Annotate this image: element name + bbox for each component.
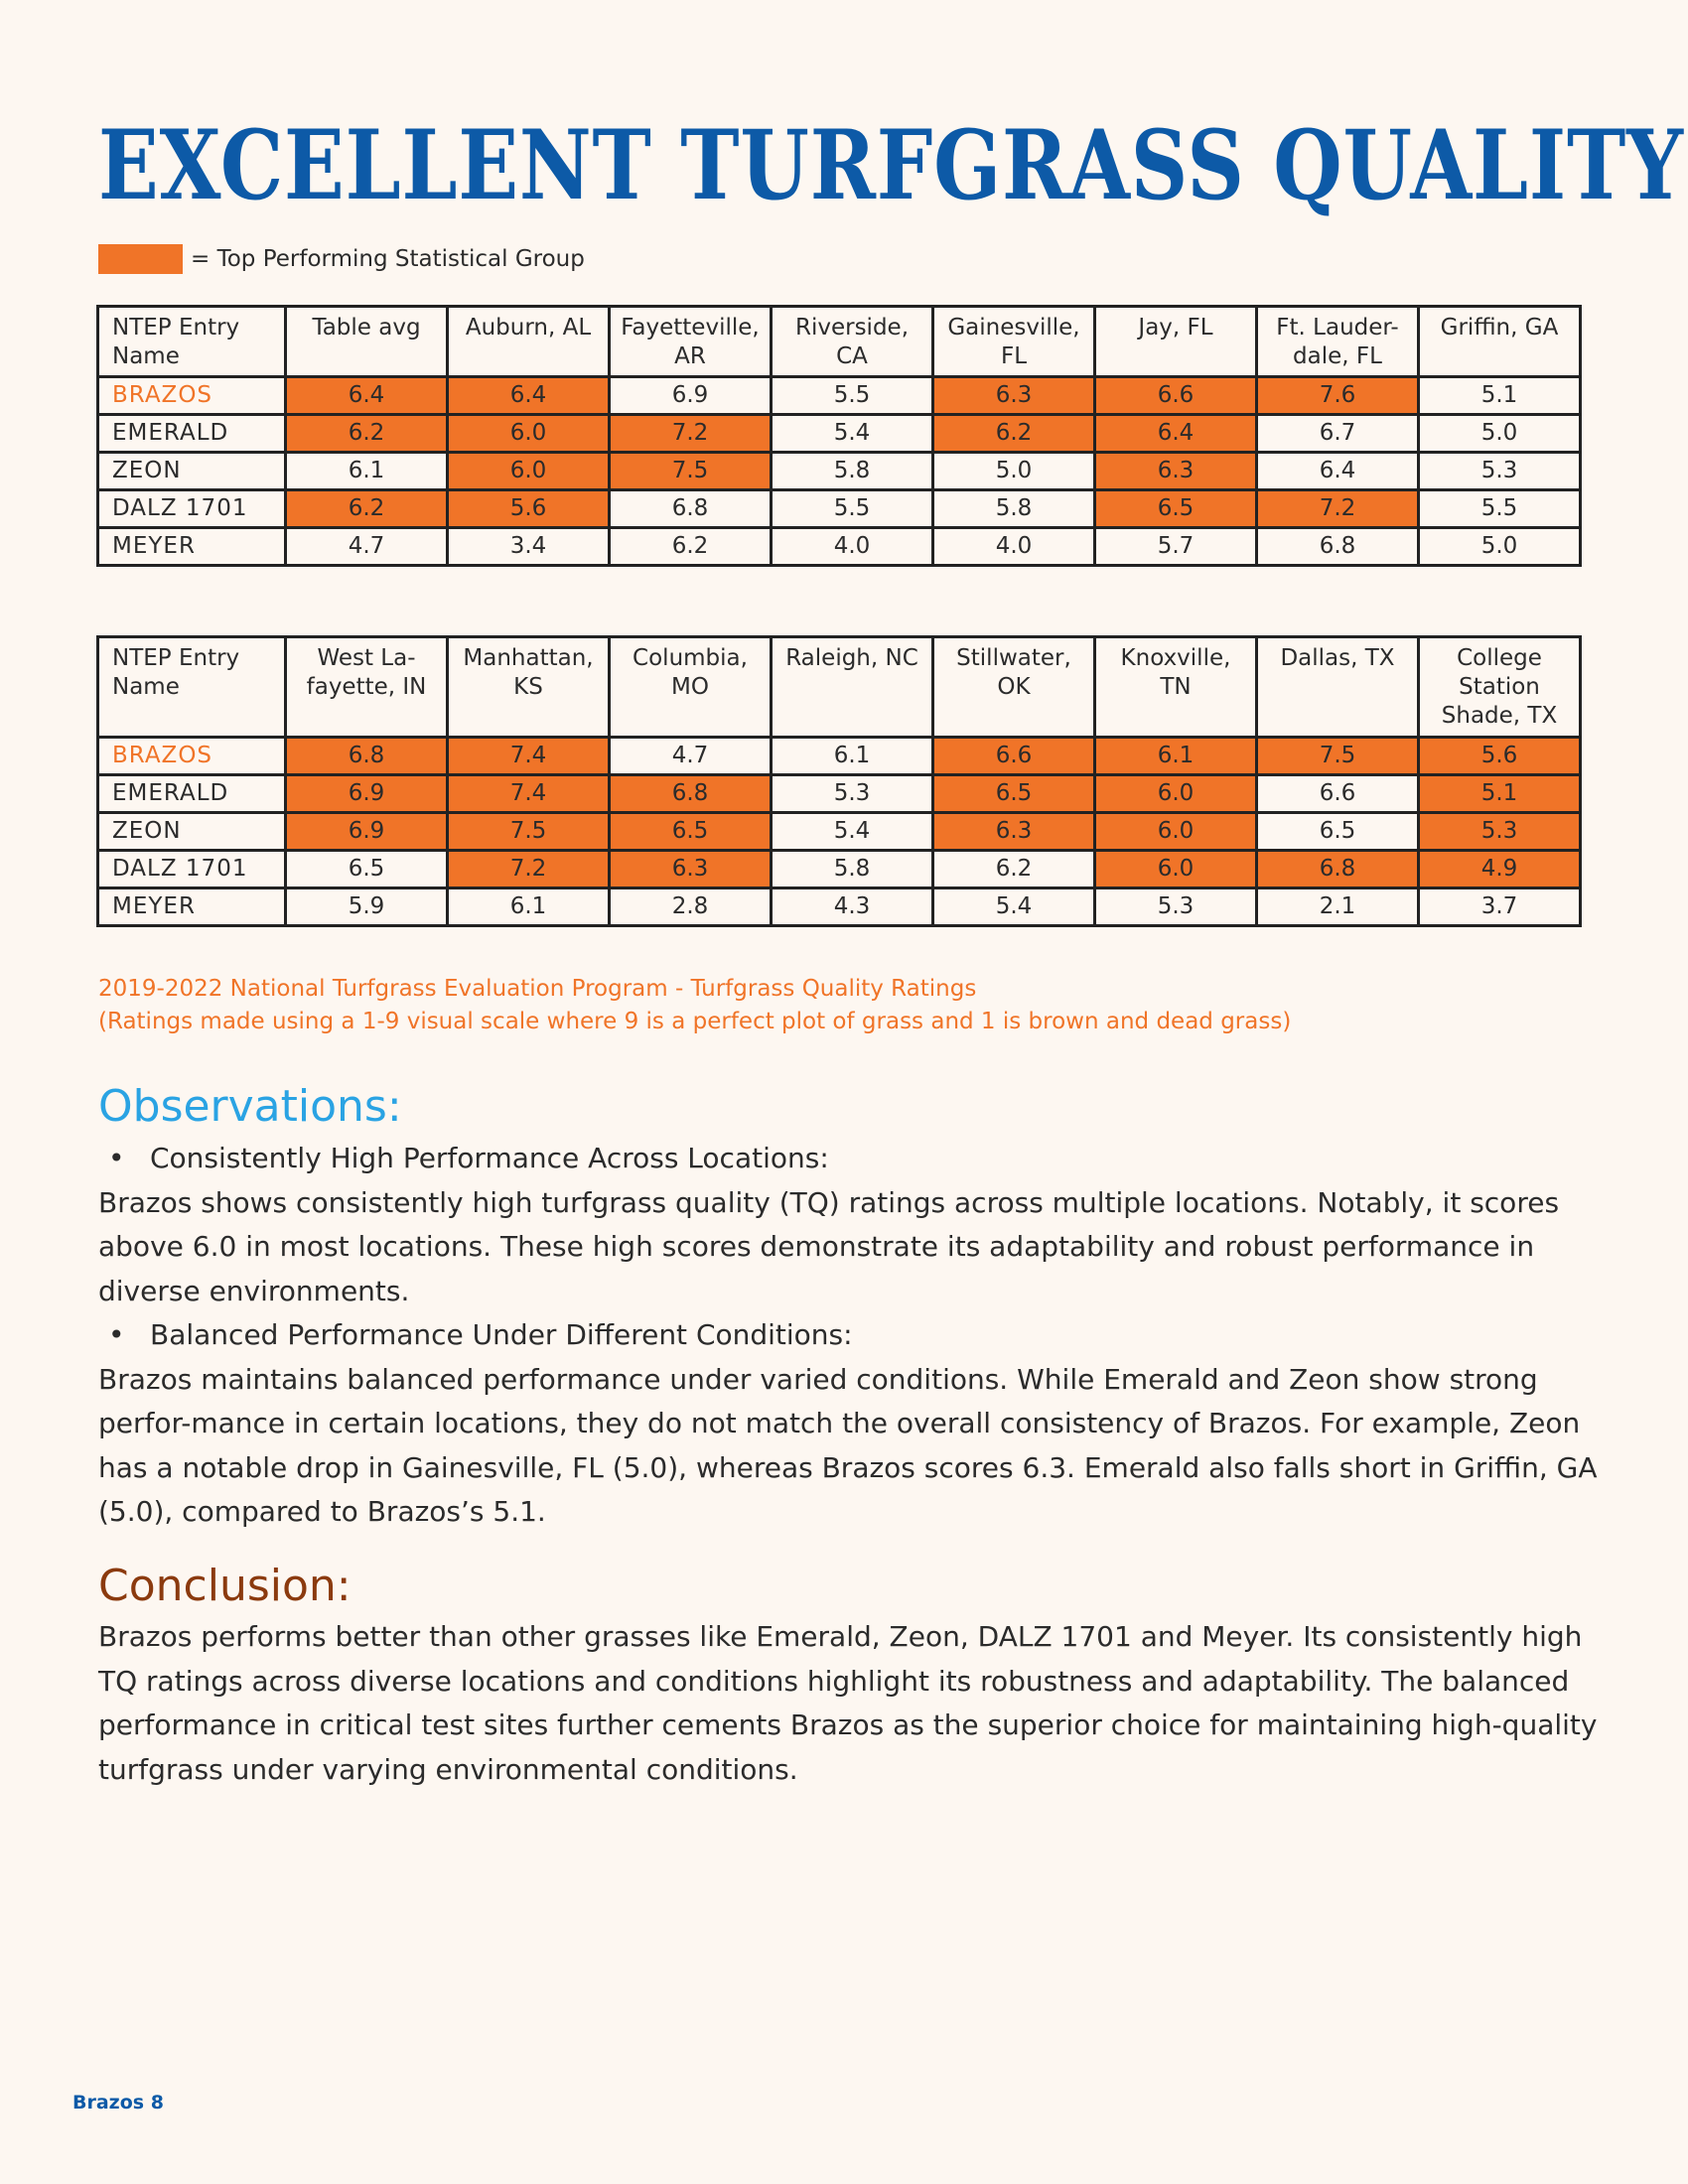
table-caption bbox=[98, 973, 1291, 1038]
entry-name-cell: ZEON bbox=[98, 453, 286, 490]
column-header-location: Jay, FL bbox=[1095, 307, 1257, 377]
column-header-location: Table avg bbox=[286, 307, 448, 377]
column-header-location: Knoxville, TN bbox=[1095, 637, 1257, 738]
conclusion-text: Brazos performs better than other grasses like Emerald, Zeon, DALZ 1701 and Meyer. Its consistently high TQ ratings across diverse locations and conditions highlight its robustness and adaptability. The balanced performance in critical test sites further cements Brazos as the superior choice for maintaining high-quality turfgrass under varying environmental conditions. bbox=[98, 1620, 1598, 1786]
rating-cell: 6.1 bbox=[286, 453, 448, 490]
rating-cell: 5.3 bbox=[1419, 453, 1581, 490]
rating-cell-top-group: 6.3 bbox=[933, 377, 1095, 415]
entry-name-cell: ZEON bbox=[98, 813, 286, 851]
entry-name-cell: BRAZOS bbox=[98, 377, 286, 415]
table-row bbox=[98, 453, 1581, 490]
rating-cell: 6.4 bbox=[1257, 453, 1419, 490]
rating-cell-top-group: 6.3 bbox=[1095, 453, 1257, 490]
rating-cell: 6.7 bbox=[1257, 415, 1419, 453]
rating-cell: 5.0 bbox=[933, 453, 1095, 490]
legend bbox=[98, 243, 585, 275]
rating-cell-top-group: 6.4 bbox=[448, 377, 610, 415]
table-row bbox=[98, 851, 1581, 888]
observations-body bbox=[98, 1137, 1608, 1535]
rating-cell-top-group: 5.3 bbox=[1419, 813, 1581, 851]
rating-cell-top-group: 6.5 bbox=[1095, 490, 1257, 528]
rating-cell: 5.0 bbox=[1419, 528, 1581, 566]
rating-cell-top-group: 6.6 bbox=[1095, 377, 1257, 415]
table-row bbox=[98, 490, 1581, 528]
rating-cell: 6.9 bbox=[610, 377, 772, 415]
caption-line-1: 2019-2022 National Turfgrass Evaluation Program - Turfgrass Quality Ratings bbox=[98, 976, 977, 1002]
table-row bbox=[98, 377, 1581, 415]
rating-cell-top-group: 6.2 bbox=[933, 415, 1095, 453]
rating-cell: 4.0 bbox=[772, 528, 933, 566]
legend-swatch bbox=[98, 244, 183, 274]
table-header-row bbox=[98, 637, 1581, 738]
rating-cell: 5.5 bbox=[1419, 490, 1581, 528]
table-row bbox=[98, 415, 1581, 453]
rating-cell: 6.8 bbox=[610, 490, 772, 528]
bullet-dot: • bbox=[108, 1318, 125, 1351]
rating-cell-top-group: 7.5 bbox=[448, 813, 610, 851]
column-header-location: Raleigh, NC bbox=[772, 637, 933, 738]
rating-cell-top-group: 6.5 bbox=[933, 775, 1095, 813]
rating-cell: 6.2 bbox=[933, 851, 1095, 888]
rating-cell-top-group: 6.8 bbox=[286, 738, 448, 775]
rating-cell: 5.5 bbox=[772, 377, 933, 415]
rating-cell-top-group: 6.0 bbox=[1095, 851, 1257, 888]
rating-cell-top-group: 5.6 bbox=[448, 490, 610, 528]
rating-cell-top-group: 5.1 bbox=[1419, 775, 1581, 813]
bullet-text: Balanced Performance Under Different Conditions: bbox=[150, 1318, 853, 1351]
rating-cell-top-group: 6.8 bbox=[610, 775, 772, 813]
entry-name-cell: BRAZOS bbox=[98, 738, 286, 775]
observation-paragraph: Brazos shows consistently high turfgrass quality (TQ) ratings across multiple locations. Notably, it scores above 6.0 in most locations. These high scores demonstrate its adaptability and robust performance in diverse environments. bbox=[98, 1185, 1560, 1307]
rating-cell-top-group: 6.8 bbox=[1257, 851, 1419, 888]
page-footer: Brazos 8 bbox=[72, 2092, 164, 2114]
rating-cell: 6.6 bbox=[1257, 775, 1419, 813]
rating-cell: 6.5 bbox=[286, 851, 448, 888]
rating-cell-top-group: 4.9 bbox=[1419, 851, 1581, 888]
rating-cell-top-group: 6.4 bbox=[1095, 415, 1257, 453]
rating-cell: 6.5 bbox=[1257, 813, 1419, 851]
entry-name-cell: EMERALD bbox=[98, 775, 286, 813]
legend-text: = Top Performing Statistical Group bbox=[191, 246, 585, 272]
rating-cell: 5.3 bbox=[772, 775, 933, 813]
rating-cell-top-group: 6.9 bbox=[286, 775, 448, 813]
rating-cell-top-group: 6.5 bbox=[610, 813, 772, 851]
rating-cell: 5.8 bbox=[772, 851, 933, 888]
column-header-location: Griffin, GA bbox=[1419, 307, 1581, 377]
column-header-location: Columbia, MO bbox=[610, 637, 772, 738]
rating-cell: 5.4 bbox=[772, 415, 933, 453]
rating-cell: 5.9 bbox=[286, 888, 448, 926]
rating-cell: 5.4 bbox=[772, 813, 933, 851]
rating-cell-top-group: 6.2 bbox=[286, 490, 448, 528]
rating-cell: 5.5 bbox=[772, 490, 933, 528]
table-row bbox=[98, 888, 1581, 926]
rating-cell-top-group: 6.0 bbox=[1095, 775, 1257, 813]
rating-cell-top-group: 7.5 bbox=[610, 453, 772, 490]
rating-cell-top-group: 5.6 bbox=[1419, 738, 1581, 775]
rating-cell: 5.3 bbox=[1095, 888, 1257, 926]
rating-cell: 4.3 bbox=[772, 888, 933, 926]
entry-name-cell: EMERALD bbox=[98, 415, 286, 453]
rating-cell: 5.1 bbox=[1419, 377, 1581, 415]
bullet-text: Consistently High Performance Across Locations: bbox=[150, 1142, 829, 1174]
rating-cell: 6.1 bbox=[772, 738, 933, 775]
entry-name-cell: MEYER bbox=[98, 528, 286, 566]
rating-cell-top-group: 6.6 bbox=[933, 738, 1095, 775]
entry-name-cell: DALZ 1701 bbox=[98, 851, 286, 888]
rating-cell: 5.8 bbox=[933, 490, 1095, 528]
column-header-name: NTEP Entry Name bbox=[98, 307, 286, 377]
column-header-location: Stillwater, OK bbox=[933, 637, 1095, 738]
table-row bbox=[98, 775, 1581, 813]
rating-cell-top-group: 6.9 bbox=[286, 813, 448, 851]
rating-cell: 4.7 bbox=[610, 738, 772, 775]
ratings-table-1 bbox=[96, 305, 1582, 567]
table-header-row bbox=[98, 307, 1581, 377]
page-title: EXCELLENT TURFGRASS QUALITY bbox=[98, 109, 1684, 221]
rating-cell: 6.1 bbox=[448, 888, 610, 926]
observations-heading: Observations: bbox=[98, 1081, 402, 1132]
rating-cell: 3.4 bbox=[448, 528, 610, 566]
rating-cell: 6.8 bbox=[1257, 528, 1419, 566]
column-header-location: Manhattan, KS bbox=[448, 637, 610, 738]
column-header-location: Gainesville, FL bbox=[933, 307, 1095, 377]
column-header-location: Auburn, AL bbox=[448, 307, 610, 377]
rating-cell: 5.4 bbox=[933, 888, 1095, 926]
column-header-location: West La-fayette, IN bbox=[286, 637, 448, 738]
rating-cell: 4.0 bbox=[933, 528, 1095, 566]
rating-cell-top-group: 6.0 bbox=[1095, 813, 1257, 851]
table-row bbox=[98, 738, 1581, 775]
rating-cell-top-group: 7.2 bbox=[610, 415, 772, 453]
rating-cell-top-group: 6.2 bbox=[286, 415, 448, 453]
rating-cell-top-group: 7.2 bbox=[448, 851, 610, 888]
rating-cell-top-group: 7.2 bbox=[1257, 490, 1419, 528]
rating-cell-top-group: 6.4 bbox=[286, 377, 448, 415]
rating-cell-top-group: 6.0 bbox=[448, 415, 610, 453]
rating-cell: 2.8 bbox=[610, 888, 772, 926]
rating-cell-top-group: 6.1 bbox=[1095, 738, 1257, 775]
rating-cell-top-group: 6.0 bbox=[448, 453, 610, 490]
column-header-location: Fayetteville, AR bbox=[610, 307, 772, 377]
rating-cell: 4.7 bbox=[286, 528, 448, 566]
column-header-location: Ft. Lauder-dale, FL bbox=[1257, 307, 1419, 377]
conclusion-heading: Conclusion: bbox=[98, 1561, 352, 1611]
entry-name-cell: DALZ 1701 bbox=[98, 490, 286, 528]
entry-name-cell: MEYER bbox=[98, 888, 286, 926]
rating-cell: 2.1 bbox=[1257, 888, 1419, 926]
column-header-name: NTEP Entry Name bbox=[98, 637, 286, 738]
rating-cell: 3.7 bbox=[1419, 888, 1581, 926]
ratings-table-2 bbox=[96, 635, 1582, 927]
rating-cell: 5.7 bbox=[1095, 528, 1257, 566]
rating-cell: 5.8 bbox=[772, 453, 933, 490]
table-row bbox=[98, 528, 1581, 566]
column-header-location: Riverside, CA bbox=[772, 307, 933, 377]
bullet-dot: • bbox=[108, 1142, 125, 1174]
table-row bbox=[98, 813, 1581, 851]
rating-cell-top-group: 7.4 bbox=[448, 738, 610, 775]
rating-cell-top-group: 6.3 bbox=[610, 851, 772, 888]
rating-cell: 5.0 bbox=[1419, 415, 1581, 453]
bullet-item bbox=[98, 1137, 1608, 1181]
rating-cell-top-group: 7.5 bbox=[1257, 738, 1419, 775]
rating-cell-top-group: 7.4 bbox=[448, 775, 610, 813]
rating-cell-top-group: 7.6 bbox=[1257, 377, 1419, 415]
column-header-location: College Station Shade, TX bbox=[1419, 637, 1581, 738]
bullet-item bbox=[98, 1313, 1608, 1358]
rating-cell-top-group: 6.3 bbox=[933, 813, 1095, 851]
observation-paragraph: Brazos maintains balanced performance under varied conditions. While Emerald and Zeon show strong perfor-mance in certain locations, they do not match the overall consistency of Brazos. For example, Zeon has a notable drop in Gainesville, FL (5.0), whereas Brazos scores 6.3. Emerald also falls short in Griffin, GA (5.0), compared to Brazos’s 5.1. bbox=[98, 1362, 1598, 1528]
column-header-location: Dallas, TX bbox=[1257, 637, 1419, 738]
rating-cell: 6.2 bbox=[610, 528, 772, 566]
caption-line-2: (Ratings made using a 1-9 visual scale where 9 is a perfect plot of grass and 1 is brown and dead grass) bbox=[98, 1009, 1292, 1034]
